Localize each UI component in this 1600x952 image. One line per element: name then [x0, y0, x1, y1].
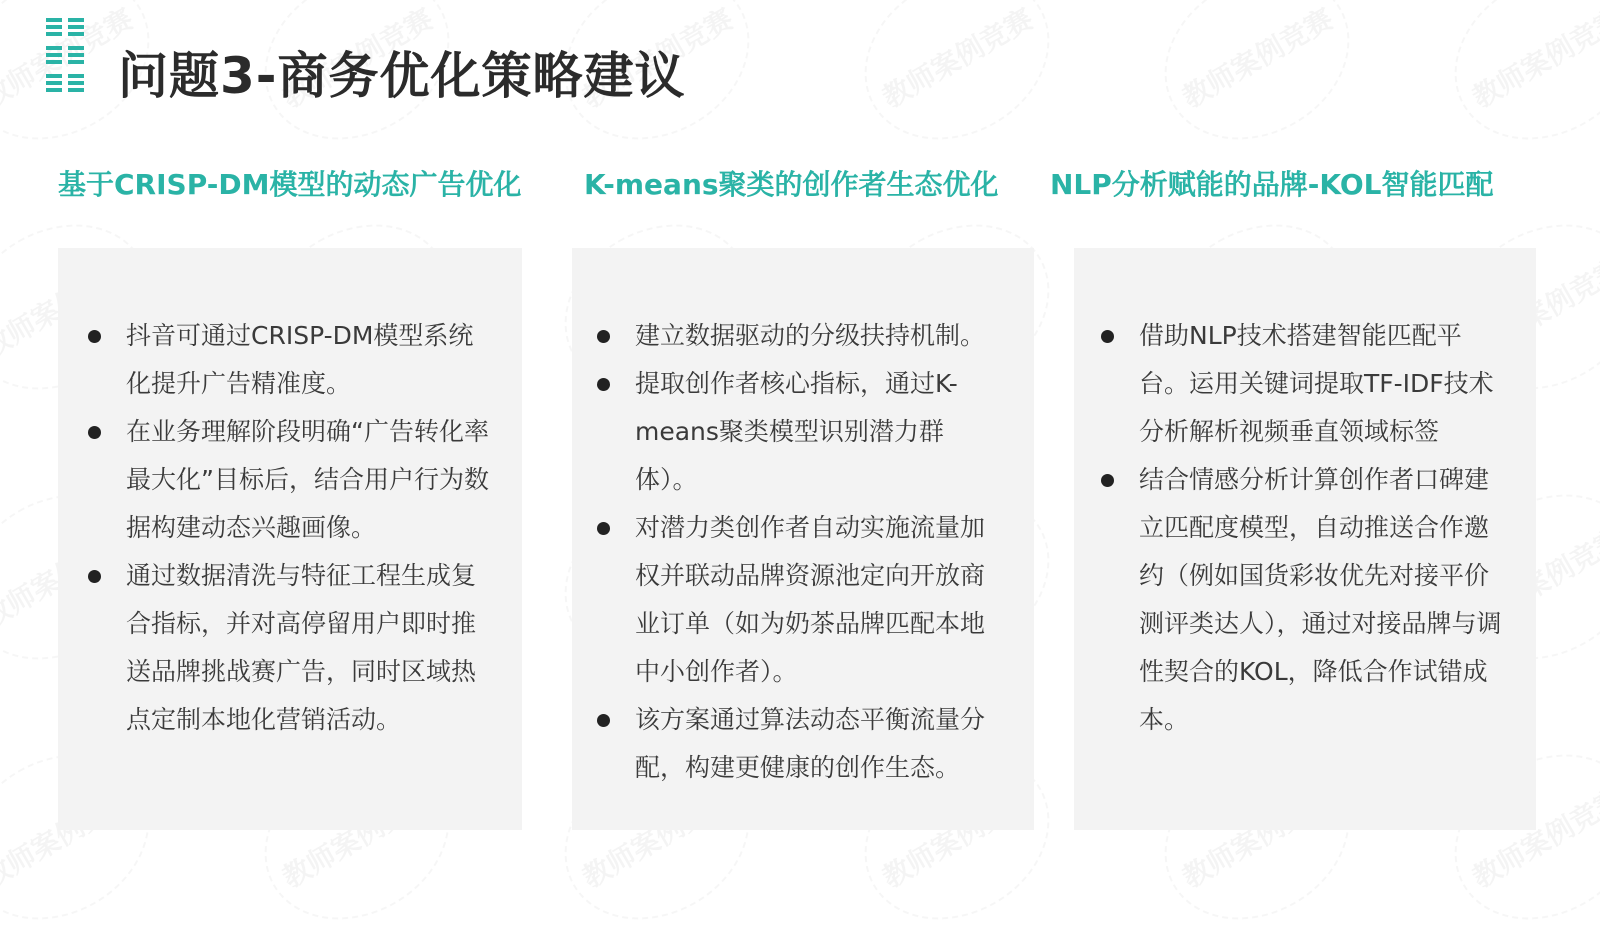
list-item: 建立数据驱动的分级扶持机制。: [595, 312, 1000, 360]
list-item: 对潜力类创作者自动实施流量加权并联动品牌资源池定向开放商业订单（如为奶茶品牌匹配本地中小创作者）。: [595, 504, 1000, 696]
list-item: 提取创作者核心指标，通过K-means聚类模型识别潜力群体）。: [595, 360, 1000, 504]
column-title-brand-kol-matching: NLP分析赋能的品牌-KOL智能匹配: [1050, 168, 1494, 201]
watermark-stamp: [834, 0, 1079, 172]
list-item: 结合情感分析计算创作者口碑建立匹配度模型，自动推送合作邀约（例如国货彩妆优先对接平价测评类达人），通过对接品牌与调性契合的KOL，降低合作试错成本。: [1099, 456, 1504, 744]
list-item: 借助NLP技术搭建智能匹配平台。运用关键词提取TF-IDF技术分析解析视频垂直领域标签: [1099, 312, 1504, 456]
teal-bar-stack-logo-icon: [46, 18, 86, 94]
column-title-ad-optimization: 基于CRISP-DM模型的动态广告优化: [58, 168, 522, 201]
bullet-list-ad-optimization: [86, 312, 494, 744]
list-item: 该方案通过算法动态平衡流量分配，构建更健康的创作生态。: [595, 696, 1000, 792]
list-item: 抖音可通过CRISP-DM模型系统化提升广告精准度。: [86, 312, 494, 408]
page-title: 问题3-商务优化策略建议: [118, 47, 686, 105]
bullet-list-creator-ecosystem: [595, 312, 1000, 792]
list-item: 通过数据清洗与特征工程生成复合指标，并对高停留用户即时推送品牌挑战赛广告，同时区域热点定制本地化营销活动。: [86, 552, 494, 744]
list-item: 在业务理解阶段明确“广告转化率最大化”目标后，结合用户行为数据构建动态兴趣画像。: [86, 408, 494, 552]
watermark-stamp: [1424, 0, 1600, 172]
bullet-list-brand-kol-matching: [1099, 312, 1504, 744]
watermark-stamp: [1134, 0, 1379, 172]
column-title-creator-ecosystem: K-means聚类的创作者生态优化: [584, 168, 999, 201]
